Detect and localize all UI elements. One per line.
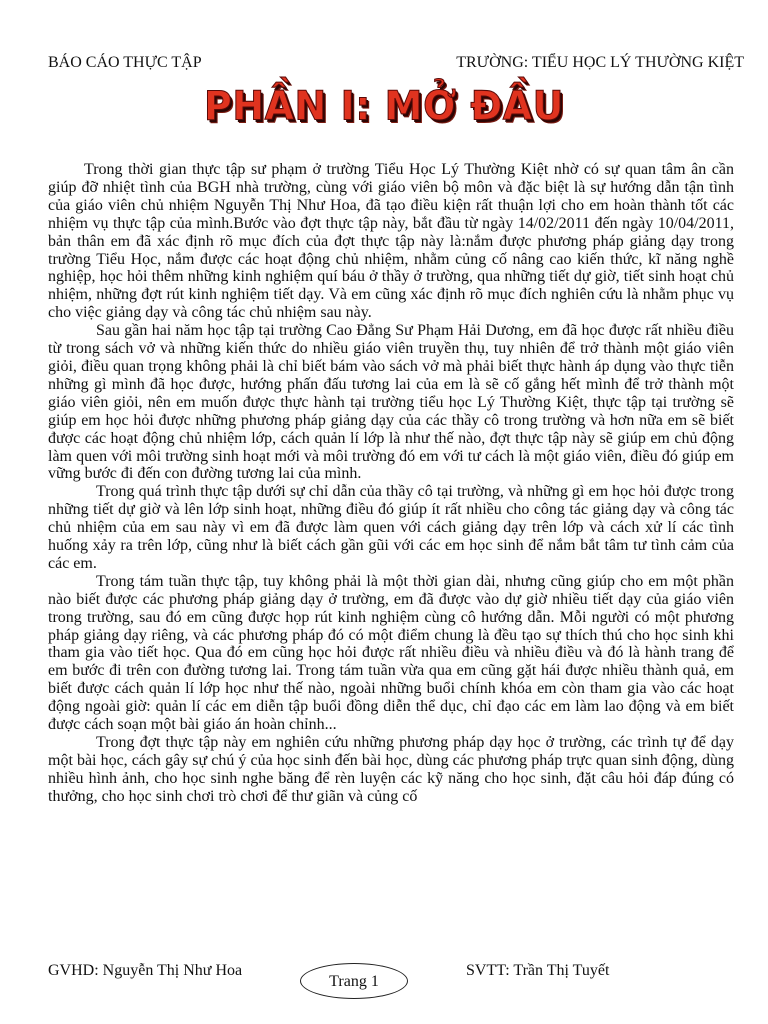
paragraph-2: Sau gần hai năm học tập tại trường Cao Đẳng Sư Phạm Hải Dương, em đã học được rất nhiều điều từ trong sách vở và những kiến thức do nhiều giáo viên truyền thụ, tuy nhiên để trở thành một giáo viên giỏi, điều quan trọng không phải là chỉ biết bám vào sách vở mà phải biết thực hành áp dụng vào thực tiễn những gì mình đã học được, hướng phấn đấu tương lai của em là sẽ cố gắng hết mình để trở thành một giáo viên giỏi, nên em muốn được thực hành tại trường tiểu học Lý Thường Kiệt, thực tập tại trường sẽ giúp em học hỏi được những phương pháp giảng dạy của các thầy cô trong trường và hơn nữa em sẽ biết được các hoạt động chủ nhiệm lớp, cách quản lí lớp là như thế nào, đợt thực tập này sẽ giúp em chủ động làm quen với môi trường sinh hoạt mới và môi trường đó em với tư cách là một giáo viên, điều đó giúp em vững bước đi đến con đường tương lai của mình.: [48, 322, 734, 483]
page-header: [48, 54, 744, 72]
section-title: PHẦN I: MỞ ĐẦU: [203, 82, 564, 130]
supervisor-label: GVHD: Nguyễn Thị Như Hoa: [48, 962, 243, 979]
section-title-wrap: [0, 84, 768, 128]
report-label: BÁO CÁO THỰC TẬP: [48, 54, 202, 71]
student-label: SVTT: Trần Thị Tuyết: [466, 962, 610, 979]
body-text: [48, 161, 734, 806]
page-number: Trang 1: [300, 963, 408, 999]
school-label: TRƯỜNG: TIỂU HỌC LÝ THƯỜNG KIỆT: [456, 54, 744, 71]
paragraph-4: Trong tám tuần thực tập, tuy không phải là một thời gian dài, nhưng cũng giúp cho em một phần nào biết được các phương pháp giảng dạy ở trường, em đã được vào dự giờ nhiều tiết dạy của giáo viên trong trường, sau đó em cũng được họp rút kinh nghiệm cùng cô hướng dẫn. Mỗi người có một phương pháp giảng dạy riêng, và các phương pháp đó có một điểm chung là đều tạo sự thích thú cho học sinh khi tham gia vào tiết học. Qua đó em cũng học hỏi được rất nhiều điều và nhiều điều và đó là hành trang để em bước đi trên con đường tương lai. Trong tám tuần vừa qua em cũng gặt hái được nhiều thành quả, em biết được cách quản lí lớp học như thế nào, ngoài những buổi chính khóa em còn tham gia vào các hoạt động ngoài giờ: quản lí các em diễn tập buổi đồng diễn thể dục, chỉ đạo các em làm lao động và em biết được cách soạn một bài giáo án hoàn chỉnh...: [48, 572, 734, 734]
paragraph-3: Trong quá trình thực tập dưới sự chỉ dẫn của thầy cô tại trường, và những gì em học hỏi được trong những tiết dự giờ và lên lớp sinh hoạt, những điều đó giúp ít rất nhiều cho công tác giảng dạy và công tác chủ nhiệm của em sau này vì em đã được làm quen với cách giảng dạy trên lớp và cách xử lí các tình huống xảy ra trên lớp, cũng như là biết cách gần gũi với các em học sinh để nắm bắt tâm tư tình cảm của các em.: [48, 483, 734, 572]
paragraph-1: Trong thời gian thực tập sư phạm ở trường Tiểu Học Lý Thường Kiệt nhờ có sự quan tâm ân cần giúp đỡ nhiệt tình của BGH nhà trường, cùng với giáo viên bộ môn và đặc biệt là sự hướng dẫn tận tình của giáo viên chủ nhiệm Nguyễn Thị Như Hoa, đã tạo điều kiện rất thuận lợi cho em hoàn thành tốt các nhiệm vụ thực tập của mình.Bước vào đợt thực tập này, bắt đầu từ ngày 14/02/2011 đến ngày 10/04/2011, bản thân em đã xác định rõ mục đích của đợt thực tập này là:nắm được phương pháp giảng dạy trong trường Tiểu Học, nắm được các hoạt động chủ nhiệm, nhằm củng cố nâng cao kiến thức, kĩ năng nghề nghiệp, học hỏi thêm những kinh nghiệm quí báu ở thầy ở trường, qua những tiết dự giờ, tiết sinh hoạt chủ nhiệm, những đợt rút kinh nghiệm tiết dạy. Và em cũng xác định rõ mục đích nghiên cứu là nhằm phục vụ cho việc giảng dạy và công tác chủ nhiệm sau này.: [48, 161, 734, 322]
paragraph-5: Trong đợt thực tập này em nghiên cứu những phương pháp dạy học ở trường, các trình tự để dạy một bài học, cách gây sự chú ý của học sinh đến bài học, dùng các phương pháp trực quan sinh động, dùng nhiều hình ảnh, cho học sinh nghe băng để rèn luyện các kỹ năng cho học sinh, đặt câu hỏi đáp đúng có thưởng, cho học sinh chơi trò chơi để thư giãn và củng cố: [48, 734, 734, 805]
